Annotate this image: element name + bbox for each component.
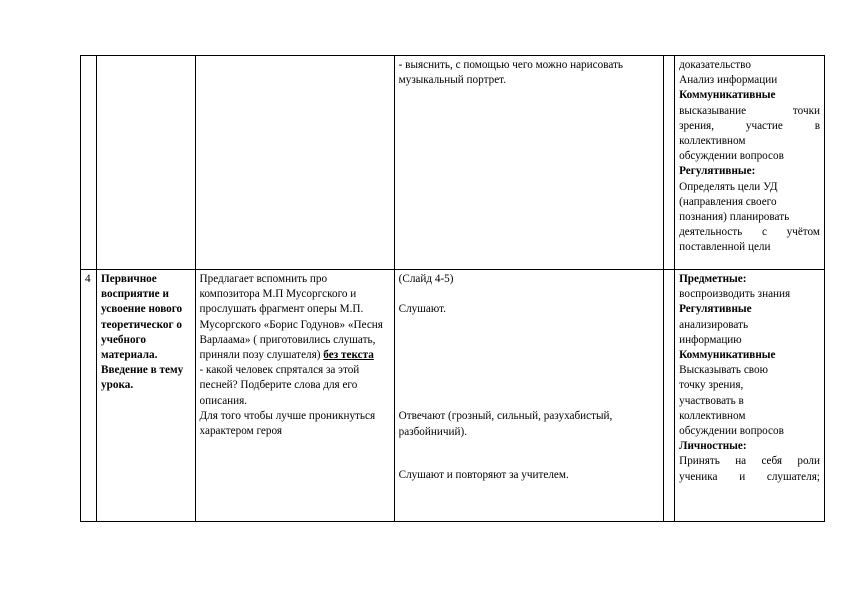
- number-cell: [81, 270, 97, 522]
- spacer-cell: [664, 270, 675, 522]
- teacher-activity-cell: [195, 270, 394, 522]
- competency-line: коллективном: [679, 135, 746, 148]
- competency-line: анализировать: [679, 318, 749, 331]
- no-text-flag: без текста: [323, 349, 374, 362]
- competency-line: доказательство: [679, 59, 751, 71]
- stage-title: Первичное восприятие и усвоение нового теоретическог о учебного материала. Введение в тему урока.: [101, 273, 184, 392]
- stage-cell: [97, 56, 195, 270]
- teacher-question: - какой человек спрятался за этой песней? Подберите слова для его описания.: [199, 364, 360, 407]
- competency-line: (направления своего: [679, 195, 777, 208]
- competency-line: ученика и слушателя;: [679, 470, 820, 483]
- competencies-list: [679, 58, 820, 256]
- competencies-list: [679, 272, 820, 485]
- goal-text: - выяснить, с помощью чего можно нарисовать музыкальный портрет.: [398, 59, 623, 87]
- competency-line: Определять цели УД: [679, 180, 778, 193]
- competency-heading: Коммуникативные: [679, 89, 776, 102]
- competency-line: деятельность с учётом: [679, 226, 820, 239]
- spacer-cell: [664, 56, 675, 270]
- row-number: 4: [85, 273, 91, 285]
- competency-heading: Личностные:: [679, 440, 747, 453]
- number-cell: [81, 56, 97, 270]
- competency-heading: Предметные:: [679, 273, 747, 285]
- student-repeat: Слушают и повторяют за учителем.: [398, 468, 569, 481]
- competency-line: обсуждении вопросов: [679, 425, 784, 438]
- teacher-text-end: Для того чтобы лучше проникнуться характером героя: [199, 409, 376, 438]
- competency-line: Анализ информации: [679, 74, 778, 87]
- competency-line: Принять на себя роли: [679, 455, 820, 468]
- student-answer: Отвечают (грозный, сильный, разухабистый, разбойничий).: [398, 410, 613, 438]
- competency-line: точку зрения,: [679, 379, 744, 392]
- teacher-text: Предлагает вспомнить про композитора М.П Мусоргского и прослушать фрагмент оперы М.П. Мусоргского «Борис Годунов» «Песня Варлаама» ( приготовились слушать, приняли позу слушателя): [199, 273, 383, 362]
- competency-line: Высказывать свою: [679, 364, 768, 377]
- teacher-activity-cell: [195, 56, 394, 270]
- competencies-cell: [675, 270, 825, 522]
- competency-line: обсуждении вопросов: [679, 150, 784, 163]
- slide-reference: (Слайд 4-5): [398, 273, 454, 285]
- student-activity-cell: [394, 56, 664, 270]
- student-activity-cell: [394, 270, 664, 522]
- competency-heading: Коммуникативные: [679, 349, 776, 362]
- competency-line: зрения, участие в: [679, 119, 820, 132]
- competency-heading: Регулятивные:: [679, 165, 756, 178]
- competency-line: информацию: [679, 333, 742, 346]
- competency-line: высказывание точки: [679, 104, 820, 117]
- competency-line: участвовать в: [679, 394, 744, 407]
- table-row: [81, 56, 825, 270]
- competency-heading: Регулятивные: [679, 303, 752, 316]
- stage-cell: [97, 270, 195, 522]
- lesson-plan-table: [80, 55, 825, 522]
- competency-line: коллективном: [679, 409, 746, 422]
- competency-line: воспроизводить знания: [679, 288, 791, 301]
- competency-line: познания) планировать: [679, 211, 790, 224]
- table-row: [81, 270, 825, 522]
- competencies-cell: [675, 56, 825, 270]
- competency-line: поставленной цели: [679, 241, 771, 254]
- student-listen: Слушают.: [398, 303, 446, 316]
